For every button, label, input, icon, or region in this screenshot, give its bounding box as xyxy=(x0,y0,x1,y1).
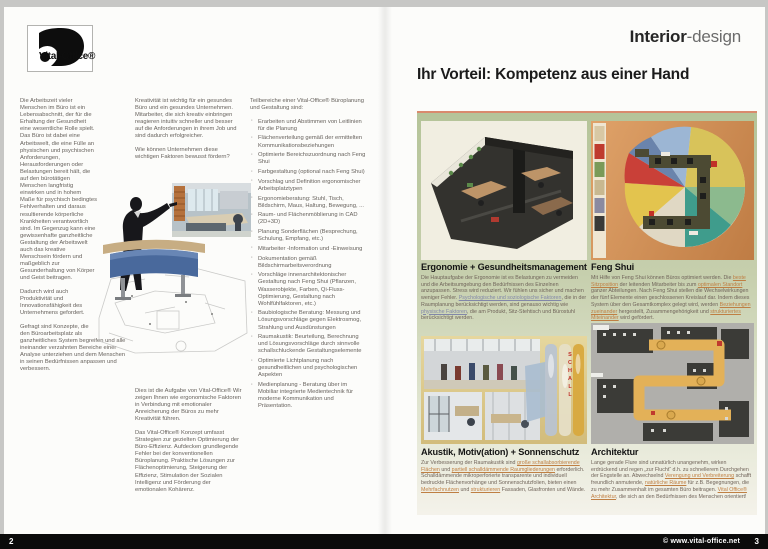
text-run: und xyxy=(439,466,452,473)
section-header-bold: Interior xyxy=(629,27,687,46)
paragraph: Das Vital-Office® Konzept umfasst Strategien zur gezielten Optimierung der Büro-Effizienz. Aufdecken grundlegende Fehler bei der konventionellen Büroplanung. Praktische Lösungen zur Flächenoptimierung, Steigerung der Effizienz, Stimulation der Sozialen Intelligenz und Förderung der emotionalen Kohärenz. xyxy=(135,429,240,493)
list-item: · Vorschläge innenarchitektonischer Gestaltung nach Feng Shui (Pflanzen, Wasserobjekte, Farben, Qi-Fluss-Optimierung, Gestaltung nach Wohlfühlfaktoren, etc.) xyxy=(250,272,366,307)
text-run: Mit Hilfe von Feng Shui können Büros optimiert werden. Die xyxy=(591,275,733,281)
list-item: · Raumakustik: Beurteilung, Berechnung und Lösungsvorschläge durch sinnvolle schallschluckende Gestaltungselemente xyxy=(250,334,366,355)
list-item: · Mitarbeiter -Information und -Einweisung xyxy=(250,246,366,253)
text-run: schafft freundlich anmutende, xyxy=(591,473,752,487)
list-item: · Dokumentation gemäß Bildschirmarbeitsverordnung xyxy=(250,256,366,270)
text-run: hergestellt, Zusammengehörigkeit und xyxy=(617,308,711,315)
text-run: ganzer Abteilungen. Nach Feng Shui stellen die Wechselwirkungen der fünf Elemente einen geschlossenen Kreislauf dar. Indem dieses System über den Gesamtkomplex gelegt wird, werden xyxy=(591,288,750,308)
footer-bar xyxy=(0,534,768,549)
architektur-caption: Architektur xyxy=(591,447,639,457)
left-column-2-bottom-text xyxy=(135,388,242,494)
list-item: · Medienplanung - Beratung über im Mobiliar integrierte Medientechnik für moderne Kommunikation und Präsentation. xyxy=(250,382,366,410)
left-column-2-bottom xyxy=(135,388,242,500)
page-number-left: 2 xyxy=(9,537,14,546)
services-intro: Teilbereiche einer Vital-Office® Büroplanung und Gestaltung sind: xyxy=(250,98,364,112)
architektur-text xyxy=(591,460,754,500)
text-run: , die am Produkt, Sitz-Stehtisch und Bürostuhl berücksichtigt werden. xyxy=(421,308,575,322)
text-run: , die in der Raumplanung berücksichtigt werden, sind genauso wichtig wie xyxy=(421,295,587,308)
text-run: , die sich an den Bedürfnissen des Menschen orientiert! xyxy=(616,493,747,500)
ergonomie-text xyxy=(421,275,587,322)
content-panel xyxy=(417,113,757,515)
left-column-2-top xyxy=(135,98,242,168)
fengshui-caption: Feng Shui xyxy=(591,262,635,272)
copyright-url: © www.vital-office.net xyxy=(663,538,740,545)
left-column-3 xyxy=(250,98,366,413)
list-item: · Planung Sonderflächen (Besprechung, Schulung, Empfang, etc.) xyxy=(250,229,366,243)
fengshui-tile-image xyxy=(591,121,754,260)
text-run: wird gefördert. xyxy=(618,315,655,322)
logo-mark xyxy=(28,26,90,69)
text-run: Fassaden, Glasfronten und Wände. xyxy=(500,486,586,493)
text-run: erforderlich. Schalldämmende mikroperforierte transparente und individuell bedruckte Flächenvorhänge und Sonnenschutzfolien, bieten einen xyxy=(421,466,585,487)
akustik-text xyxy=(421,460,587,494)
text-link[interactable]: Verengung und Verbreiterung xyxy=(664,473,735,480)
list-item: · Optimierte Bereichszuordnung nach Feng Shui xyxy=(250,152,366,166)
list-item: · Farbgestaltung (optional nach Feng Shui) xyxy=(250,169,366,176)
list-item: · Optimierte Lichtplanung nach gesundheitlichen und psychologischen Aspekten xyxy=(250,358,366,379)
text-link[interactable]: Psychologische und soziologische Faktoren xyxy=(458,295,562,302)
text-link[interactable]: große schallabsorbierende Flächen xyxy=(421,460,580,473)
logo-wordmark: Vital-Office® xyxy=(39,51,96,62)
text-run: Die Hauptaufgabe der Ergonomie ist es Belastungen zu vermeiden und die Arbeitsumgebung den Bedürfnissen des Einzelnen anzupassen. Stress wird reduziert. Wir fühlen uns sicher und machen weniger Fehler. xyxy=(421,275,584,302)
vital-office-logo xyxy=(27,25,96,72)
paragraph: Dadurch wird auch Produktivität und Innovationsfähigkeit des Unternehmens gefordert. xyxy=(20,288,85,317)
list-item: · Erarbeiten und Abstimmen von Leitlinien für die Planung xyxy=(250,119,366,133)
paragraph: Die Arbeitszeit vieler Menschen im Büro ist ein Lebensabschnitt, der für die Erhaltung der Gesundheit eine wesentliche Rolle spielt. Das Büro ist dabei eine Arbeitswelt, die eine Fülle an physischen und psychischen Anforderungen, Herausforderungen oder Belastungen bereit hält, die auf den bürotätigen Menschen langfristig einwirken und in hohem Maße für psychisch bedingtes Fehlverhalten und daraus resultierende körperliche Krankheiten verantwortlich sind. Im Gegenzug kann eine gewissenhafte ganzheitliche Gestaltung der Arbeitswelt auch das kreative Menschsein fördern und maßgeblich zur Gesunderhaltung von Körper und Geist beitragen. xyxy=(20,98,98,282)
architektur-tile-image xyxy=(591,323,754,444)
akustik-tile-image xyxy=(421,336,587,444)
section-header-light: -design xyxy=(686,27,741,46)
list-item: · Flächenverteilung gemäß der ermittelten Kommunikationsbeziehungen xyxy=(250,135,366,149)
text-link[interactable]: Vital Office® Architektur xyxy=(591,486,747,500)
text-link[interactable]: optimalen Standort xyxy=(697,281,743,288)
services-list xyxy=(250,119,366,411)
paragraph: Wie können Unternehmen diese wichtigen Faktoren bewusst fördern? xyxy=(135,147,230,161)
paragraph: Kreativität ist wichtig für ein gesundes Büro und ein gesundes Unternehmen. Mitarbeiter, die sich kreativ einbringen reagieren intuitiv schneller und besser auf die Anforderungen in ihrem Job und sind dadurch erfolgreicher. xyxy=(135,98,237,140)
text-run: und xyxy=(458,486,471,493)
text-link[interactable]: partiell schalldämmende Raumgliederungen xyxy=(451,466,555,473)
akustik-caption: Akustik, Motiv(ation) + Sonnenschutz xyxy=(421,447,580,457)
text-link[interactable]: beste Sitzposition xyxy=(591,275,746,288)
list-item: · Ergonomieberatung: Stuhl, Tisch, Bildschirm, Maus, Haltung, Bewegung, ... xyxy=(250,196,366,210)
ergonomie-tile-image xyxy=(421,121,587,260)
text-link[interactable]: strukturieren xyxy=(470,486,501,493)
paragraph: Dies ist die Aufgabe von Vital-Office® Wir zeigen Ihnen wie ergonomische Faktoren in Verbindung mit emotionaler Anreicherung der Büros zu mehr Kreativität führen. xyxy=(135,388,242,423)
section-header xyxy=(630,27,741,47)
text-link[interactable]: physische Faktoren xyxy=(421,308,467,315)
page-number-right: 3 xyxy=(754,537,759,546)
list-item: · Vorschlag und Definition ergonomischer Arbeitsplatztypen xyxy=(250,179,366,193)
fengshui-text xyxy=(591,275,754,322)
page-title: Ihr Vorteil: Kompetenz aus einer Hand xyxy=(417,66,690,83)
text-run: Zur Verbesserung der Raumakustik sind xyxy=(421,460,517,466)
text-link[interactable]: Mehrfachnutzen xyxy=(421,486,459,493)
paragraph: Gefragt sind Konzepte, die den Büroarbeitsplatz als ganzheitliches System begreifen und alle ineinander verzahnten Bereiche einer Analyse unterziehen und dem Menschen in seinen Bedürfnissen anpassen und verbessern. xyxy=(20,323,126,373)
ergonomie-caption: Ergonomie + Gesundheitsmanagement xyxy=(421,262,587,272)
text-run: der leitenden Mitarbeiter bis zum xyxy=(618,281,698,288)
office-collage-photo xyxy=(95,183,253,358)
text-link[interactable]: Beziehungen zueinander xyxy=(591,301,751,315)
schall-vertical-label: SCHALL xyxy=(567,352,573,400)
text-link[interactable]: strukturiertes Miteinander xyxy=(591,308,741,322)
list-item: · Raum- und Flächenmöblierung in CAD (2D+3D) xyxy=(250,212,366,226)
text-run: für z.B. Begegnungen, die zu mehr Zusammenhalt im gesamten Büro beitragen. xyxy=(591,480,750,493)
text-run: Lange gerade Flure sind unnatürlich unangenehm, wirken erdrückend und regen „zur Flucht“ d.h. zu schnellerem Durchgehen der Engstelle an. Abwechselnd xyxy=(591,460,749,480)
list-item: · Baubiologische Beratung: Messung und Lösungsvorschläge gegen Elektrosmog, Strahlung und Ausdünstungen xyxy=(250,310,366,331)
text-link[interactable]: natürliche Räume xyxy=(644,480,687,487)
left-column-2-top-text xyxy=(135,98,242,161)
page-gutter-shadow xyxy=(378,7,392,534)
